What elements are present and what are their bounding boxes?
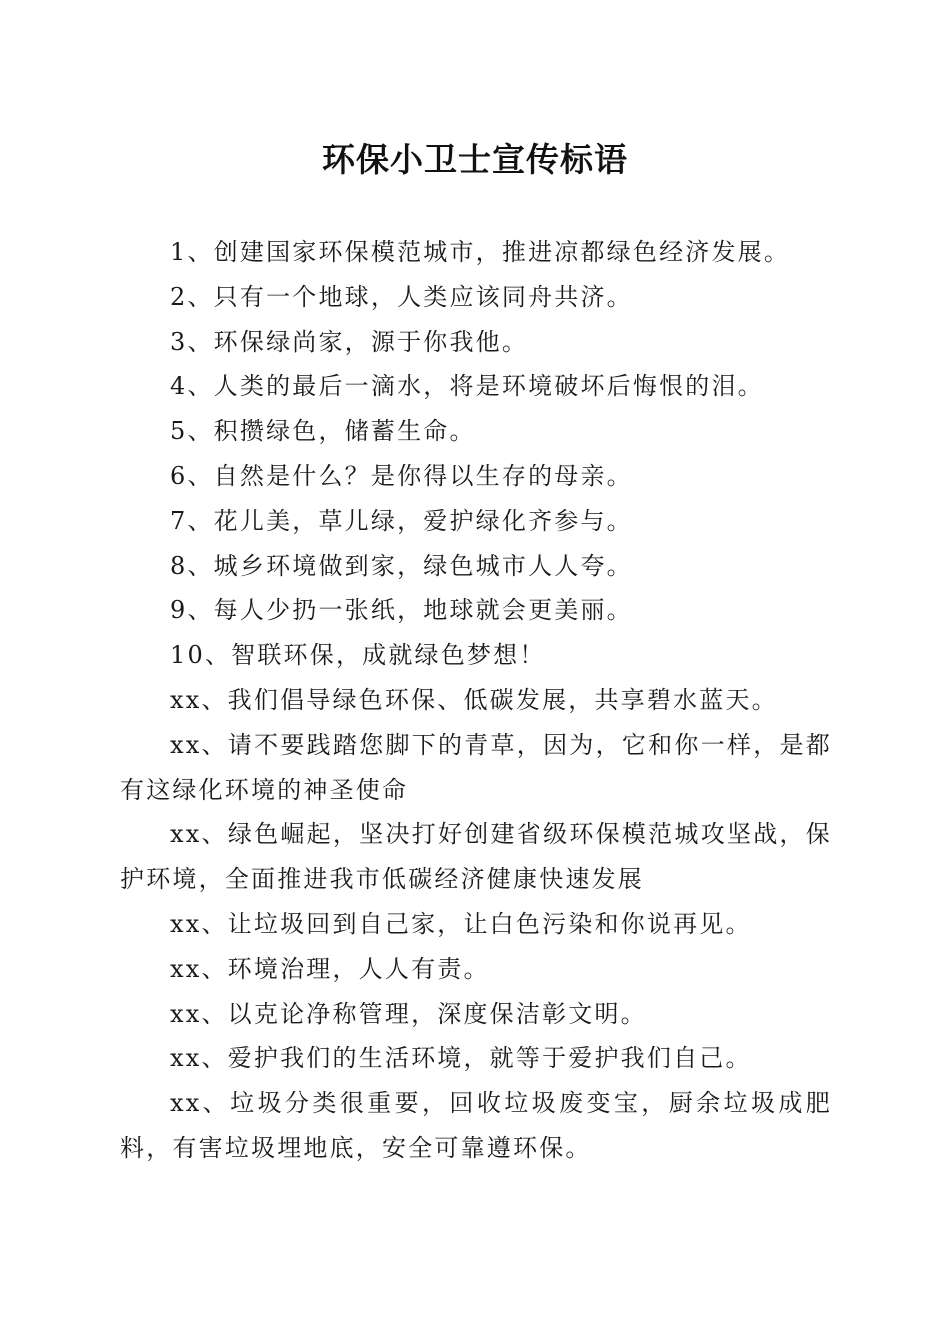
paragraph: xx、我们倡导绿色环保、低碳发展，共享碧水蓝天。 [170,685,778,714]
paragraph: 5、积攒绿色，储蓄生命。 [170,417,476,446]
paragraph: xx、绿色崛起，坚决打好创建省级环保模范城攻坚战，保护环境，全面推进我市低碳经济健康快速发展 [120,820,832,894]
paragraph: xx、以克论净称管理，深度保洁彰文明。 [170,999,647,1028]
document-body [120,230,832,1171]
paragraph: 8、城乡环境做到家，绿色城市人人夸。 [170,551,633,580]
paragraph: 9、每人少扔一张纸，地球就会更美丽。 [170,596,633,625]
paragraph: 2、只有一个地球，人类应该同舟共济。 [170,282,633,311]
paragraph: 7、花儿美，草儿绿，爱护绿化齐参与。 [170,506,633,535]
paragraph: xx、爱护我们的生活环境，就等于爱护我们自己。 [170,1044,752,1073]
paragraph: 4、人类的最后一滴水，将是环境破坏后悔恨的泪。 [170,372,764,401]
paragraph: 3、环保绿尚家，源于你我他。 [170,327,529,356]
paragraph: xx、环境治理，人人有责。 [170,954,490,983]
paragraph: 10、智联环保，成就绿色梦想！ [170,641,546,670]
paragraph: 1、创建国家环保模范城市，推进凉都绿色经济发展。 [170,238,791,266]
paragraph: xx、请不要践踏您脚下的青草，因为，它和你一样，是都有这绿化环境的神圣使命 [120,730,832,804]
paragraph: xx、垃圾分类很重要，回收垃圾废变宝，厨余垃圾成肥料，有害垃圾埋地底，安全可靠遵环保。 [120,1089,832,1162]
paragraph: 6、自然是什么？是你得以生存的母亲。 [170,461,633,490]
paragraph: xx、让垃圾回到自己家，让白色污染和你说再见。 [170,909,752,938]
document-title: 环保小卫士宣传标语 [322,140,628,179]
